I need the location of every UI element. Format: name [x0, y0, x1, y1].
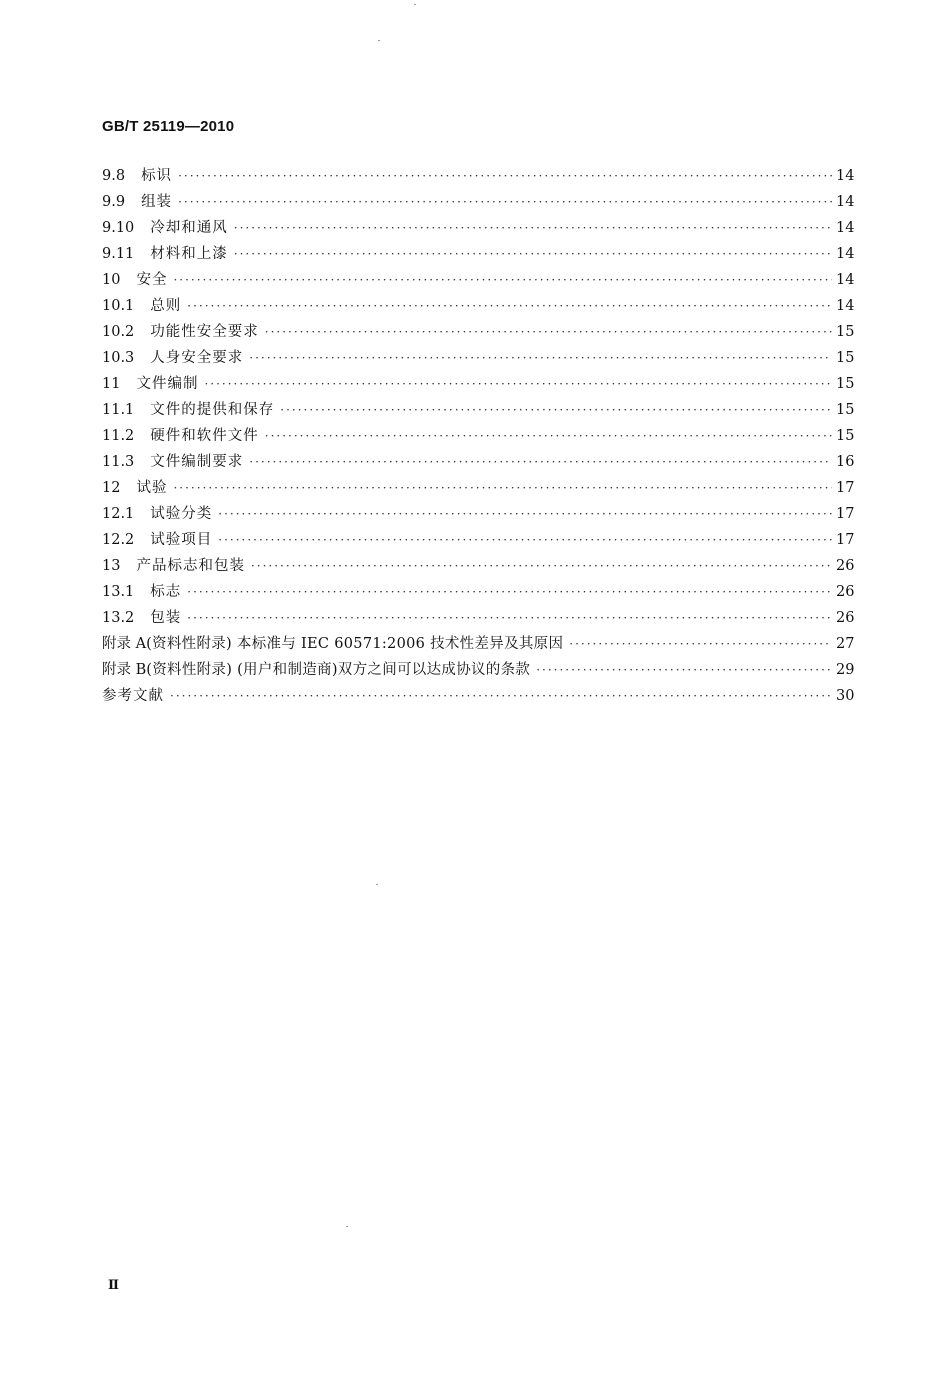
toc-page: 15: [836, 402, 855, 418]
scan-speck: [346, 1226, 348, 1227]
toc-leader: [187, 299, 832, 313]
toc-entry-appendix-a: [102, 632, 854, 658]
toc-number: 9.9: [102, 194, 126, 210]
toc-entry-11-2: [102, 424, 854, 450]
toc-number: 12.1: [102, 506, 135, 522]
toc-page: 27: [836, 636, 855, 652]
toc-leader: [234, 247, 832, 261]
toc-number: 11.1: [102, 402, 135, 418]
toc-title: 包装: [150, 610, 182, 626]
toc-number: 10.2: [102, 324, 135, 340]
toc-number: 11: [102, 376, 121, 392]
toc-title: 试验项目: [150, 532, 213, 548]
toc-title: 总则: [150, 298, 182, 314]
toc-number: 附录 B: [102, 662, 147, 678]
toc-entry-13-2: [102, 606, 854, 632]
toc-title: 组装: [141, 194, 173, 210]
toc-page: 14: [836, 246, 855, 262]
toc-page: 14: [836, 194, 855, 210]
toc-entry-appendix-b: [102, 658, 854, 684]
page-number: Ⅱ: [108, 1278, 119, 1293]
toc-page: 17: [836, 480, 855, 496]
toc-page: 14: [836, 298, 855, 314]
toc-entry-11: [102, 372, 854, 398]
toc-entry-13: [102, 554, 854, 580]
toc-title: 产品标志和包装: [136, 558, 245, 574]
toc-leader: [280, 403, 832, 417]
toc-page: 30: [836, 688, 855, 704]
toc-title: 文件编制: [136, 376, 199, 392]
toc-leader: [569, 637, 832, 651]
scan-speck: [414, 4, 416, 5]
scan-speck: [376, 884, 378, 885]
toc-page: 15: [836, 350, 855, 366]
toc-leader: [234, 221, 832, 235]
toc-page: 29: [836, 662, 855, 678]
toc-title: 参考文献: [102, 688, 164, 704]
toc-number: 10.1: [102, 298, 135, 314]
toc-number: 13: [102, 558, 121, 574]
toc-page: 26: [836, 610, 855, 626]
toc-leader: [173, 481, 832, 495]
toc-number: 9.8: [102, 168, 126, 184]
toc-page: 17: [836, 506, 855, 522]
scan-speck: [378, 40, 380, 41]
toc-number: 13.1: [102, 584, 135, 600]
toc-entry-10-1: [102, 294, 854, 320]
toc-entry-12: [102, 476, 854, 502]
toc-entry-9-11: [102, 242, 854, 268]
toc-entry-9-8: [102, 164, 854, 190]
toc-number: 附录 A: [102, 636, 147, 652]
toc-page: 17: [836, 532, 855, 548]
toc-number: 11.3: [102, 454, 135, 470]
toc-number: 10.3: [102, 350, 135, 366]
toc-page: 26: [836, 584, 855, 600]
standard-id: GB/T 25119—2010: [102, 118, 235, 135]
toc-leader: [265, 325, 832, 339]
toc-leader: [265, 429, 832, 443]
toc-entry-9-9: [102, 190, 854, 216]
toc-leader: [187, 585, 832, 599]
toc-title: 文件编制要求: [150, 454, 244, 470]
toc-leader: [178, 169, 832, 183]
toc-leader: [536, 663, 832, 677]
toc-leader: [218, 533, 832, 547]
toc-page: 15: [836, 376, 855, 392]
toc-entry-12-1: [102, 502, 854, 528]
toc-leader: [173, 273, 832, 287]
toc-page: 16: [836, 454, 855, 470]
toc-leader: [187, 611, 832, 625]
toc-page: 14: [836, 168, 855, 184]
toc-entry-10-2: [102, 320, 854, 346]
toc-title: 功能性安全要求: [150, 324, 259, 340]
toc-page: 14: [836, 272, 855, 288]
toc-entry-9-10: [102, 216, 854, 242]
toc-page: 15: [836, 428, 855, 444]
toc-title: 标志: [150, 584, 182, 600]
toc-entry-10-3: [102, 346, 854, 372]
toc-title: 安全: [136, 272, 168, 288]
toc-title: 材料和上漆: [150, 246, 228, 262]
toc-entry-references: [102, 684, 854, 710]
toc-leader: [249, 455, 832, 469]
toc-leader: [249, 351, 832, 365]
toc-leader: [170, 689, 832, 703]
toc-title: (资料性附录) (用户和制造商)双方之间可以达成协议的条款: [146, 662, 531, 678]
toc-title: (资料性附录) 本标准与 IEC 60571:2006 技术性差异及其原因: [146, 636, 564, 652]
toc-entry-11-3: [102, 450, 854, 476]
toc-title: 文件的提供和保存: [150, 402, 275, 418]
toc-leader: [204, 377, 832, 391]
toc-title: 试验: [136, 480, 168, 496]
toc-number: 11.2: [102, 428, 135, 444]
toc-number: 9.10: [102, 220, 135, 236]
table-of-contents: [102, 164, 854, 710]
toc-number: 12: [102, 480, 121, 496]
toc-leader: [178, 195, 832, 209]
toc-number: 12.2: [102, 532, 135, 548]
toc-title: 试验分类: [150, 506, 213, 522]
toc-number: 13.2: [102, 610, 135, 626]
toc-entry-10: [102, 268, 854, 294]
toc-number: 9.11: [102, 246, 135, 262]
toc-title: 冷却和通风: [150, 220, 228, 236]
toc-page: 15: [836, 324, 855, 340]
toc-entry-12-2: [102, 528, 854, 554]
toc-number: 10: [102, 272, 121, 288]
toc-leader: [218, 507, 832, 521]
toc-title: 硬件和软件文件: [150, 428, 259, 444]
toc-page: 26: [836, 558, 855, 574]
toc-entry-13-1: [102, 580, 854, 606]
toc-leader: [251, 559, 832, 573]
toc-entry-11-1: [102, 398, 854, 424]
toc-title: 人身安全要求: [150, 350, 244, 366]
toc-page: 14: [836, 220, 855, 236]
toc-title: 标识: [141, 168, 173, 184]
